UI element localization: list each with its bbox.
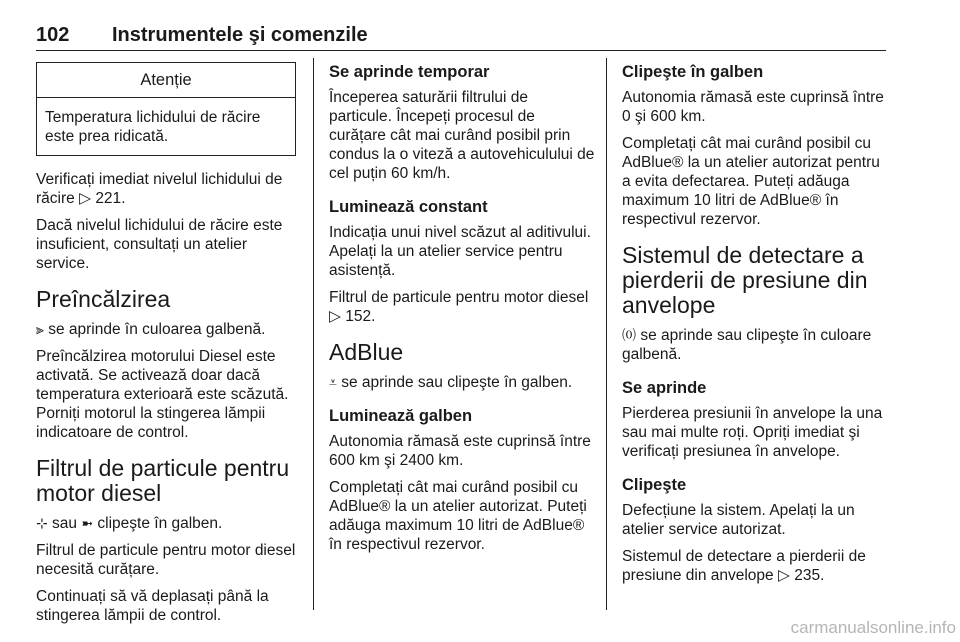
paragraph: Autonomia rămasă este cuprinsă între 600 km şi 2400 km.: [329, 433, 591, 469]
column-middle: [329, 62, 595, 562]
section-heading-tire-pressure: Sistemul de detectare a pierderii de presiune din anvelope: [622, 242, 868, 318]
subheading-constant: Luminează constant: [329, 198, 488, 216]
paragraph: Filtrul de particule pentru motor diesel necesită curățare.: [36, 542, 296, 578]
diesel-particulate-filter-icon: ⊹: [36, 515, 48, 531]
paragraph: Completați cât mai curând posibil cu AdBlue® la un atelier autorizat. Puteți adăuga maximum 10 litri de AdBlue® în respectivul rezervor.: [329, 479, 587, 553]
paragraph: ⫸ se aprinde în culoarea galbenă.: [36, 321, 266, 338]
section-heading-adblue: AdBlue: [329, 339, 404, 365]
page-header: [36, 14, 886, 51]
paragraph: Indicația unui nivel scăzut al aditivului. Apelați la un atelier service pentru asistență.: [329, 224, 591, 279]
paragraph: Filtrul de particule pentru motor diesel ▷ 152.: [329, 289, 589, 325]
column-right: [622, 62, 888, 593]
reference-arrow-icon: ▷: [777, 567, 790, 584]
paragraph: Completați cât mai curând posibil cu AdBlue® la un atelier autorizat pentru a evita defectarea. Puteți adăuga maximum 10 litri de AdBlue® în respectivul rezervor.: [622, 135, 880, 228]
column-divider: [606, 58, 607, 610]
reference-arrow-icon: ▷: [329, 308, 341, 325]
warning-box-text: Temperatura lichidului de răcire este prea ridicată.: [45, 109, 261, 145]
paragraph: Verificați imediat nivelul lichidului de răcire ▷ 221.: [36, 171, 283, 207]
paragraph: ⒪ se aprinde sau clipeşte în culoare galbenă.: [622, 327, 872, 363]
paragraph: Defecțiune la sistem. Apelați la un atelier service autorizat.: [622, 502, 855, 538]
page-reference: 221: [95, 190, 122, 207]
chapter-title: Instrumentele şi comenzile: [112, 24, 368, 46]
glow-plug-icon: ⫸: [36, 321, 44, 337]
paragraph: Continuați să vă deplasați până la stingerea lămpii de control.: [36, 588, 269, 624]
section-heading-particulate-filter: Filtrul de particule pentru motor diesel: [36, 455, 290, 506]
tire-pressure-icon: ⒪: [622, 327, 636, 343]
subheading-on: Se aprinde: [622, 379, 707, 397]
subheading-flashing: Clipeşte în galben: [622, 63, 764, 81]
subheading-yellow: Luminează galben: [329, 407, 473, 425]
paragraph: ⩡ se aprinde sau clipeşte în galben.: [329, 374, 573, 391]
column-divider: [313, 58, 314, 610]
warning-box: [36, 62, 296, 156]
watermark: carmanualsonline.info: [790, 618, 956, 637]
page-number: 102: [36, 24, 70, 46]
paragraph: Preîncălzirea motorului Diesel este activată. Se activează doar dacă temperatura exterioară este scăzută. Porniți motorul la stingerea lămpii indicatoare de control.: [36, 348, 289, 441]
column-left: [36, 62, 298, 633]
paragraph: Sistemul de detectare a pierderii de presiune din anvelope ▷ 235.: [622, 548, 866, 584]
paragraph: Autonomia rămasă este cuprinsă între 0 şi 600 km.: [622, 89, 884, 125]
warning-box-title: Atenție: [37, 63, 295, 98]
exhaust-filter-icon: ➼: [81, 515, 94, 531]
section-heading-preheat: Preîncălzirea: [36, 286, 171, 312]
adblue-icon: ⩡: [329, 374, 337, 390]
subheading-temporary: Se aprinde temporar: [329, 63, 490, 81]
paragraph: Pierderea presiunii în anvelope la una sau mai multe roți. Opriți imediat şi verificați presiunea în anvelope.: [622, 405, 883, 460]
paragraph: Începerea saturării filtrului de particule. Începeți procesul de curățare cât mai curând posibil prin condus la o viteză a autovehiculului de cel puțin 60 km/h.: [329, 89, 595, 182]
reference-arrow-icon: ▷: [79, 190, 91, 207]
page-reference: 152: [345, 308, 372, 325]
page-reference: 235: [794, 567, 821, 584]
paragraph: Dacă nivelul lichidului de răcire este insuficient, consultați un atelier service.: [36, 217, 283, 272]
subheading-blinking: Clipeşte: [622, 476, 687, 494]
paragraph: ⊹ sau ➼ clipeşte în galben.: [36, 515, 223, 532]
